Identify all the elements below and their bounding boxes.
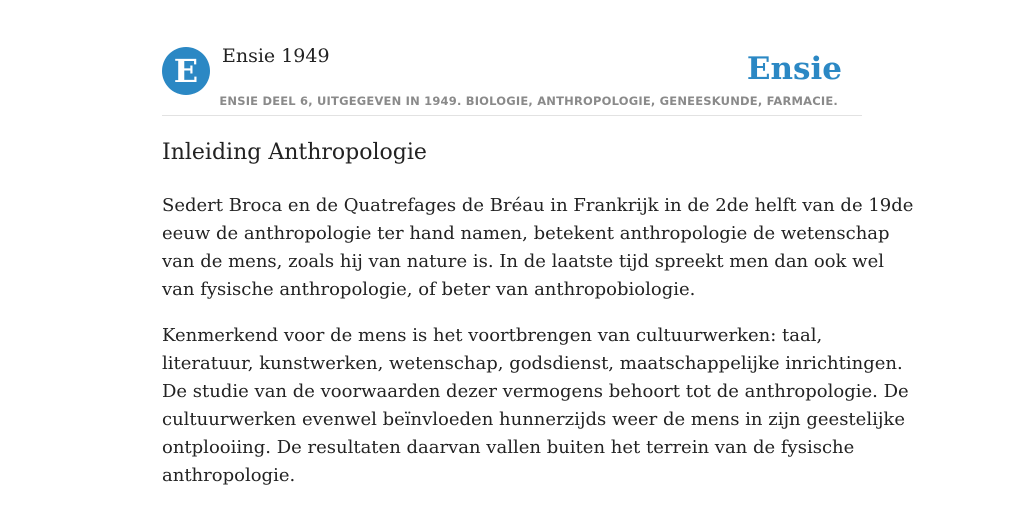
- article-body: [162, 192, 914, 508]
- text-line: van de mens, zoals hij van nature is. In de laatste tijd spreekt men dan ook wel: [162, 251, 884, 272]
- paragraph-1: [162, 192, 914, 304]
- header-divider: [162, 115, 862, 116]
- brand-wordmark[interactable]: Ensie: [746, 51, 842, 87]
- article-heading: Inleiding Anthropologie: [162, 140, 427, 165]
- volume-subtitle: ENSIE DEEL 6, UITGEGEVEN IN 1949. BIOLOGIE, ANTHROPOLOGIE, GENEESKUNDE, FARMACIE.: [219, 94, 838, 108]
- text-line: anthropologie.: [162, 465, 296, 486]
- header-title[interactable]: Ensie 1949: [222, 45, 330, 67]
- text-line: ontplooiing. De resultaten daarvan vallen buiten het terrein van de fysische: [162, 437, 855, 458]
- text-line: cultuurwerken evenwel beïnvloeden hunnerzijds weer de mens in zijn geestelijke: [162, 409, 905, 430]
- text-line: literatuur, kunstwerken, wetenschap, godsdienst, maatschappelijke inrichtingen.: [162, 353, 903, 374]
- text-line: De studie van de voorwaarden dezer vermogens behoort tot de anthropologie. De: [162, 381, 909, 402]
- text-line: eeuw de anthropologie ter hand namen, betekent anthropologie de wetenschap: [162, 223, 890, 244]
- ensie-logo[interactable]: E: [162, 47, 210, 95]
- paragraph-2: [162, 322, 909, 490]
- text-line: Sedert Broca en de Quatrefages de Bréau in Frankrijk in de 2de helft van de 19de: [162, 195, 914, 216]
- text-line: van fysische anthropologie, of beter van anthropobiologie.: [162, 279, 696, 300]
- text-line: Kenmerkend voor de mens is het voortbrengen van cultuurwerken: taal,: [162, 325, 823, 346]
